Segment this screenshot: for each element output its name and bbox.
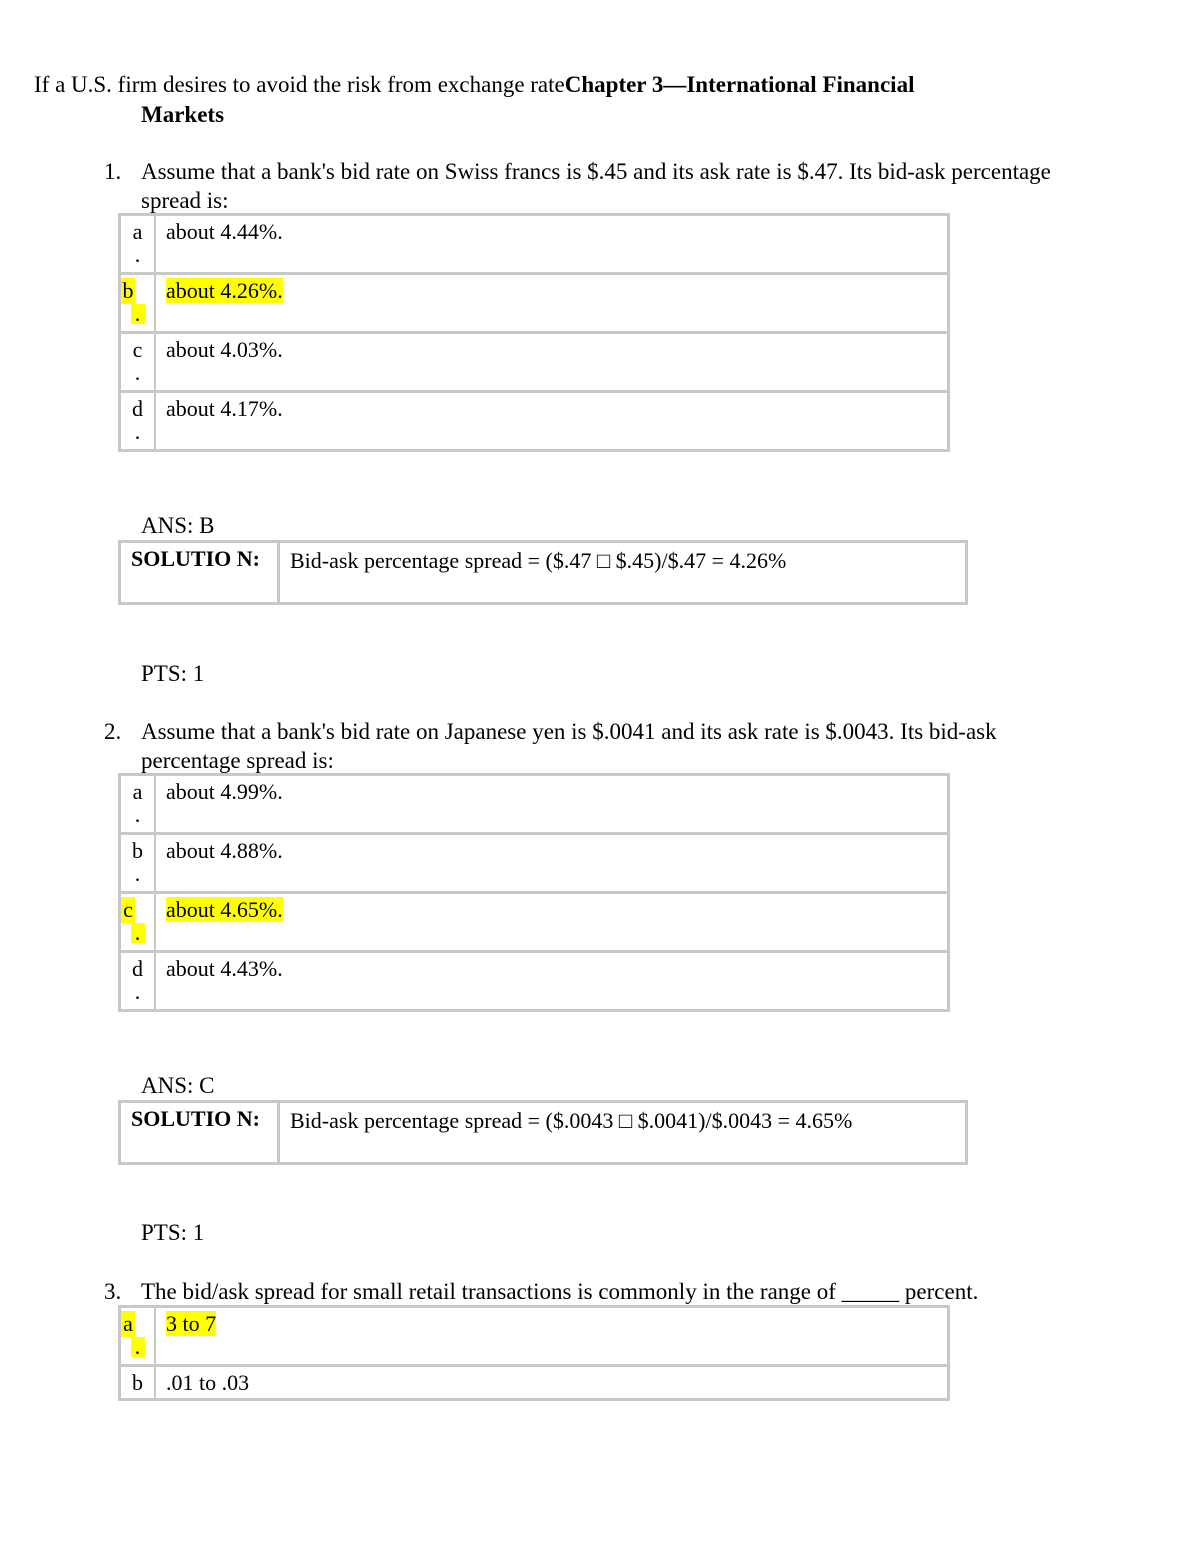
- choice-letter: [121, 393, 156, 449]
- choice-text: about 4.43%.: [166, 956, 283, 981]
- choice-text: about 4.99%.: [166, 779, 283, 804]
- choice-text: about 4.03%.: [166, 337, 283, 362]
- question-number: 3.: [104, 1279, 122, 1304]
- choice-row: [121, 334, 947, 393]
- choice-text-cell: [156, 953, 947, 1009]
- choices-table-q3: [118, 1305, 950, 1401]
- choice-letter: [121, 1367, 156, 1398]
- choice-letter-text: d: [132, 396, 143, 421]
- question-text: Assume that a bank's bid rate on Swiss francs is $.45 and its ask rate is $.47. Its bid-ask percentage spread is:: [141, 159, 1051, 213]
- choice-letter-text: b: [132, 838, 143, 863]
- choice-text-cell: [156, 275, 947, 334]
- choice-text-highlighted: about 4.65%.: [166, 897, 283, 922]
- choice-letter-text: d: [132, 956, 143, 981]
- page-heading: [34, 70, 1114, 130]
- choice-letter-dot: .: [131, 923, 145, 943]
- choice-letter-dot: .: [134, 360, 141, 385]
- choice-letter-text: c: [132, 337, 143, 362]
- choice-row: [121, 953, 947, 1009]
- choice-letter-text: a: [121, 1311, 135, 1337]
- choice-letter-dot: .: [134, 419, 141, 444]
- question-3: [104, 1277, 1074, 1306]
- choice-text-cell: [156, 216, 947, 275]
- choice-text: about 4.44%.: [166, 219, 283, 244]
- choice-letter-dot: .: [134, 979, 141, 1004]
- question-text: Assume that a bank's bid rate on Japanese yen is $.0041 and its ask rate is $.0043. Its bid-ask percentage spread is:: [141, 719, 997, 773]
- question-1: [104, 157, 1074, 215]
- choice-letter: [121, 334, 156, 393]
- choice-text: about 4.17%.: [166, 396, 283, 421]
- choice-text-cell: [156, 1308, 947, 1367]
- choice-letter-text: a: [132, 219, 143, 244]
- question-text: The bid/ask spread for small retail transactions is commonly in the range of _____ percent.: [141, 1279, 979, 1304]
- choice-text-cell: [156, 334, 947, 393]
- question-number: 1.: [104, 159, 122, 184]
- choice-row: [121, 776, 947, 835]
- choice-row: [121, 393, 947, 449]
- choice-text: about 4.88%.: [166, 838, 283, 863]
- choice-text-highlighted: 3 to 7: [166, 1311, 217, 1336]
- solution-table-q1: [118, 540, 968, 605]
- choice-letter: [121, 894, 156, 953]
- choice-letter: [121, 835, 156, 894]
- choice-letter-text: c: [121, 897, 135, 923]
- chapter-title-continued: Markets: [141, 102, 225, 127]
- choice-letter: [121, 953, 156, 1009]
- choice-letter-text: b: [132, 1370, 143, 1395]
- choice-row: [121, 835, 947, 894]
- choice-text-cell: [156, 1367, 947, 1398]
- question-number: 2.: [104, 719, 122, 744]
- choices-table-q2: [118, 773, 950, 1012]
- choice-letter-dot: .: [134, 802, 141, 827]
- choice-row: [121, 216, 947, 275]
- choice-letter-dot: .: [131, 1337, 145, 1357]
- choice-letter: [121, 1308, 156, 1367]
- choice-text-cell: [156, 894, 947, 953]
- points-q2: PTS: 1: [141, 1220, 205, 1245]
- choice-text-highlighted: about 4.26%.: [166, 278, 283, 303]
- choice-letter-dot: .: [131, 304, 145, 324]
- solution-label: SOLUTIO N:: [121, 543, 280, 602]
- solution-table-q2: [118, 1100, 968, 1165]
- points-q1: PTS: 1: [141, 661, 205, 686]
- choice-row-correct: [121, 894, 947, 953]
- choice-letter-text: b: [122, 278, 134, 303]
- choice-letter: [121, 216, 156, 275]
- choice-letter: [121, 776, 156, 835]
- choice-row: [121, 1367, 947, 1398]
- solution-text: Bid-ask percentage spread = ($.0043 □ $.0041)/$.0043 = 4.65%: [290, 1108, 853, 1133]
- choice-text: .01 to .03: [166, 1370, 250, 1395]
- answer-key-q2: ANS: C: [141, 1073, 215, 1098]
- question-2: [104, 717, 1074, 775]
- choice-row-correct: [121, 1308, 947, 1367]
- choices-table-q1: [118, 213, 950, 452]
- solution-text: Bid-ask percentage spread = ($.47 □ $.45)/$.47 = 4.26%: [290, 548, 787, 573]
- solution-label: SOLUTIO N:: [121, 1103, 280, 1162]
- choice-row-correct: [121, 275, 947, 334]
- choice-text-cell: [156, 393, 947, 449]
- choice-letter-dot: .: [134, 242, 141, 267]
- choice-letter-text: a: [132, 779, 143, 804]
- answer-key-q1: ANS: B: [141, 513, 215, 538]
- chapter-title: Chapter 3—International Financial: [564, 72, 915, 97]
- choice-text-cell: [156, 835, 947, 894]
- choice-letter-dot: .: [134, 861, 141, 886]
- heading-lead-text: If a U.S. firm desires to avoid the risk from exchange rate: [34, 72, 565, 97]
- choice-letter: [121, 275, 156, 334]
- choice-text-cell: [156, 776, 947, 835]
